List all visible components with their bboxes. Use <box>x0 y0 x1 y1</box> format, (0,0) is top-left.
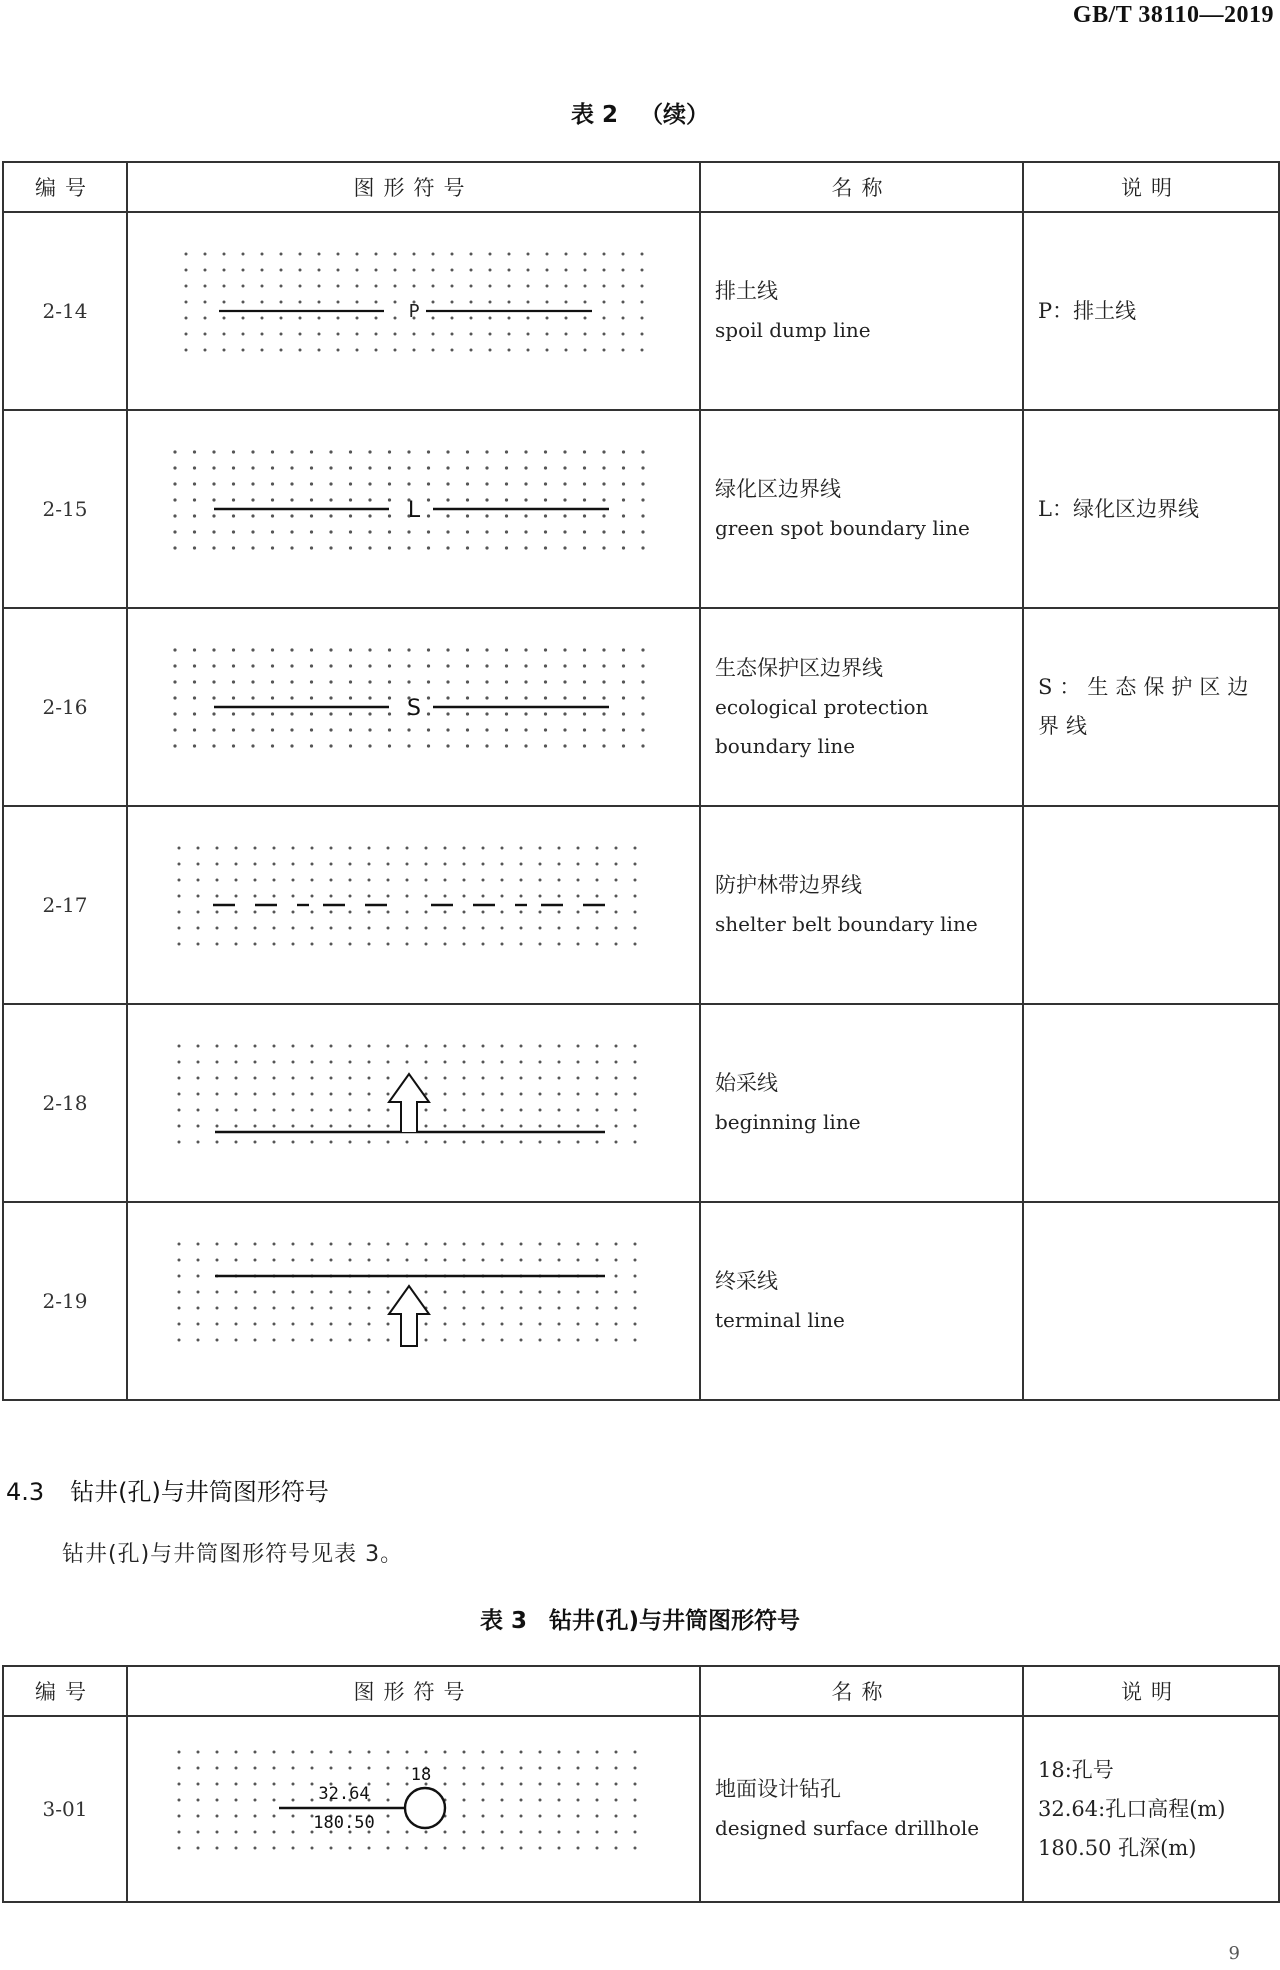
name-zh: 绿化区边界线 <box>715 477 841 501</box>
symbol-letter: L <box>407 498 420 523</box>
up-arrow-icon <box>389 1074 429 1132</box>
table3-caption <box>0 1602 1280 1635</box>
name-zh: 地面设计钻孔 <box>715 1777 841 1801</box>
column-header-name: 名称 <box>700 1666 1023 1716</box>
symbol-table-2 <box>2 161 1280 1401</box>
row-code: 2-16 <box>3 608 127 806</box>
name-cell <box>700 1202 1023 1400</box>
name-cell <box>700 410 1023 608</box>
page-number: 9 <box>1228 1943 1240 1964</box>
section-paragraph: 钻井(孔)与井筒图形符号见表 3。 <box>62 1542 404 1567</box>
row-code: 2-15 <box>3 410 127 608</box>
name-zh: 始采线 <box>715 1071 778 1095</box>
description-cell <box>1023 1202 1279 1400</box>
table3-caption-rest: 钻井(孔)与井筒图形符号 <box>548 1608 801 1634</box>
name-cell <box>700 608 1023 806</box>
symbol-cell <box>127 1202 700 1400</box>
name-zh: 防护林带边界线 <box>715 873 862 897</box>
name-en: terminal line <box>715 1308 845 1332</box>
table-header-row <box>3 1666 1279 1716</box>
name-zh: 排土线 <box>715 279 778 303</box>
name-en-line-2: boundary line <box>715 733 856 758</box>
name-en: green spot boundary line <box>715 516 970 540</box>
symbol-cell <box>127 212 700 410</box>
name-cell <box>700 212 1023 410</box>
description-cell <box>1023 410 1279 608</box>
table-row <box>3 1202 1279 1400</box>
table-row <box>3 806 1279 1004</box>
column-header-code: 编号 <box>3 1666 127 1716</box>
name-cell <box>700 1004 1023 1202</box>
description-line: L：绿化区边界线 <box>1038 496 1199 521</box>
section-heading <box>6 1472 329 1507</box>
name-en: beginning line <box>715 1110 861 1134</box>
column-header-description: 说明 <box>1023 162 1279 212</box>
table-row <box>3 1716 1279 1902</box>
column-header-description: 说明 <box>1023 1666 1279 1716</box>
name-cell <box>700 1716 1023 1902</box>
name-cell <box>700 806 1023 1004</box>
table-row <box>3 212 1279 410</box>
description-line: 界线 <box>1038 714 1094 738</box>
section-title: 钻井(孔)与井筒图形符号 <box>70 1478 329 1506</box>
table2-caption-number: 表 2 <box>570 102 618 128</box>
symbol-cell <box>127 1004 700 1202</box>
symbol-letter: P <box>408 301 419 322</box>
row-code: 2-18 <box>3 1004 127 1202</box>
depth-label: 180.50 <box>312 1813 375 1833</box>
symbol-table-3 <box>2 1665 1280 1903</box>
description-line: 180.50 孔深(m) <box>1038 1835 1197 1860</box>
shelter-belt-boundary-line-symbol <box>169 840 659 970</box>
name-en: spoil dump line <box>715 318 871 342</box>
elevation-label: 32.64 <box>317 1784 370 1804</box>
symbol-cell <box>127 410 700 608</box>
name-en-line-1: ecological protection <box>715 694 929 719</box>
symbol-cell <box>127 608 700 806</box>
column-header-symbol: 图形符号 <box>127 162 700 212</box>
name-zh: 生态保护区边界线 <box>715 655 883 680</box>
name-en: shelter belt boundary line <box>715 912 978 936</box>
table-row <box>3 608 1279 806</box>
row-code: 2-17 <box>3 806 127 1004</box>
symbol-cell <box>127 1716 700 1902</box>
table-row <box>3 410 1279 608</box>
column-header-code: 编号 <box>3 162 127 212</box>
green-spot-boundary-line-symbol <box>169 444 659 574</box>
standard-code: GB/T 38110—2019 <box>1072 2 1274 28</box>
row-code: 3-01 <box>3 1716 127 1902</box>
description-line: 32.64:孔口高程(m) <box>1038 1796 1226 1821</box>
description-line: 18:孔号 <box>1038 1757 1114 1782</box>
ecological-protection-boundary-line-symbol <box>169 642 659 772</box>
section-number: 4.3 <box>6 1478 45 1506</box>
up-arrow-icon <box>389 1286 429 1346</box>
column-header-name: 名称 <box>700 162 1023 212</box>
name-en: designed surface drillhole <box>715 1816 980 1840</box>
table2-caption <box>0 96 1280 129</box>
description-cell <box>1023 1716 1279 1902</box>
description-cell <box>1023 1004 1279 1202</box>
hole-number-label: 18 <box>410 1765 431 1785</box>
name-zh: 终采线 <box>715 1269 778 1293</box>
description-cell <box>1023 212 1279 410</box>
table-header-row <box>3 162 1279 212</box>
description-cell <box>1023 806 1279 1004</box>
drillhole-symbol <box>169 1744 659 1874</box>
table-row <box>3 1004 1279 1202</box>
table2-caption-rest: （续） <box>640 102 709 128</box>
dot-grid-background <box>177 847 636 946</box>
table3-caption-number: 表 3 <box>479 1608 527 1634</box>
description-line: S：生态保护区边 <box>1038 675 1256 699</box>
spoil-dump-line-symbol <box>174 246 654 376</box>
beginning-line-symbol <box>169 1038 659 1168</box>
column-header-symbol: 图形符号 <box>127 1666 700 1716</box>
row-code: 2-19 <box>3 1202 127 1400</box>
description-cell <box>1023 608 1279 806</box>
terminal-line-symbol <box>169 1236 659 1366</box>
symbol-letter: S <box>406 696 421 721</box>
symbol-cell <box>127 806 700 1004</box>
drillhole-circle-icon <box>405 1788 445 1828</box>
row-code: 2-14 <box>3 212 127 410</box>
description-line: P：排土线 <box>1038 298 1137 323</box>
